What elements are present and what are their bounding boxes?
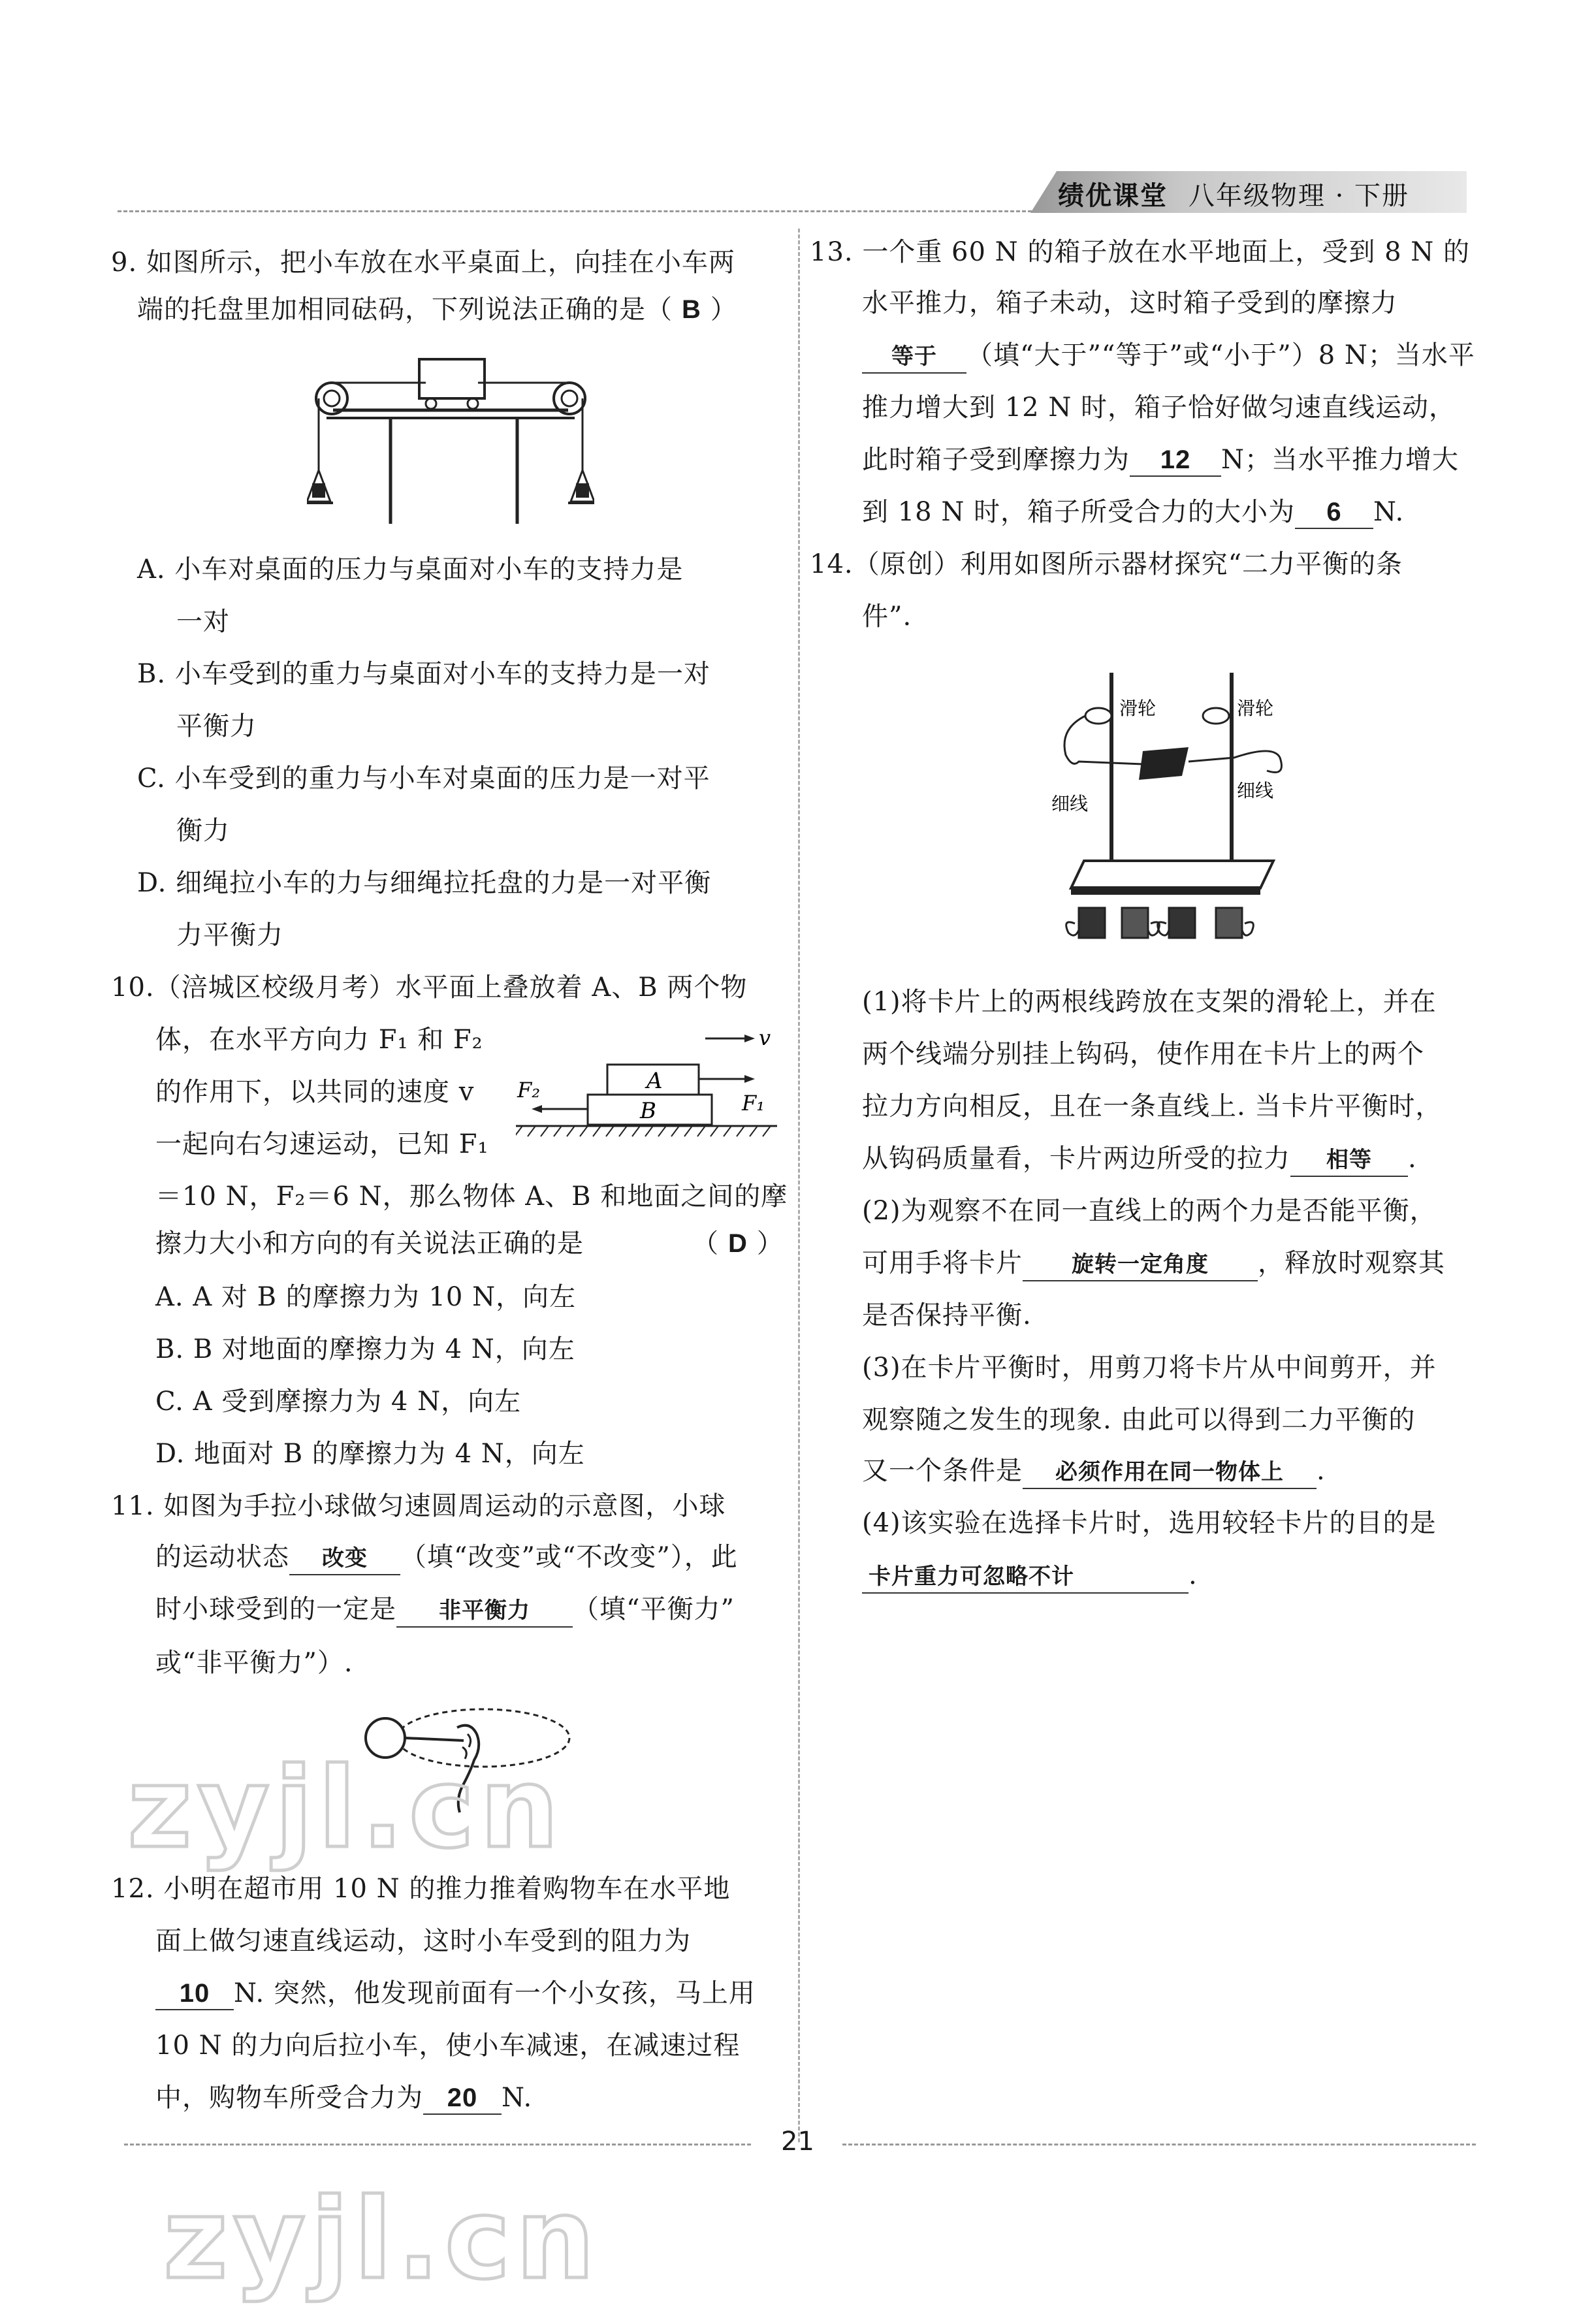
q10-label-b: B xyxy=(640,1098,656,1124)
q14-p4-line2: 卡片重力可忽略不计 . xyxy=(862,1560,1198,1594)
q13-blank2: 12 xyxy=(1130,444,1221,477)
q11-blank2: 非平衡力 xyxy=(396,1595,573,1628)
weights xyxy=(1066,908,1254,938)
q10-label-v: v xyxy=(759,1025,771,1050)
q14-p4-line1: (4)该实验在选择卡片时，选用较轻卡片的目的是 xyxy=(862,1508,1437,1538)
q14-p2-line1: (2)为观察不在同一直线上的两个力是否能平衡， xyxy=(862,1196,1437,1226)
q10-answer: D xyxy=(728,1229,748,1258)
footer-rule-right xyxy=(842,2144,1476,2145)
q9-figure xyxy=(307,353,594,529)
q14-p1-line4: 从钩码质量看，卡片两边所受的拉力 相等 . xyxy=(862,1143,1417,1177)
q10-line1: 10.（涪城区校级月考）水平面上叠放着 A、B 两个物 xyxy=(111,972,748,1003)
q10-label-a: A xyxy=(646,1068,663,1094)
q9-option-c-line1: C. 小车受到的重力与小车对桌面的压力是一对平 xyxy=(137,763,710,794)
q10-line2: 体，在水平方向力 F₁ 和 F₂ xyxy=(155,1025,483,1055)
q9-option-a-line2: 一对 xyxy=(176,607,230,637)
q9-option-c-line2: 衡力 xyxy=(176,816,230,846)
q10-label-f2: F₂ xyxy=(517,1078,541,1102)
q10-label-f1: F₁ xyxy=(742,1091,765,1116)
q11-line1: 11. 如图为手拉小球做匀速圆周运动的示意图，小球 xyxy=(111,1491,726,1521)
q10-answer-box: （ D ） xyxy=(692,1229,784,1259)
watermark-2: zyjl.cn xyxy=(163,2175,600,2304)
q11-line2: 的运动状态 改变 （填“改变”或“不改变”），此 xyxy=(155,1541,738,1575)
q14-blank3: 必须作用在同一物体上 xyxy=(1023,1456,1317,1489)
column-divider xyxy=(798,229,800,2142)
q10-option-a: A. A 对 B 的摩擦力为 10 N，向左 xyxy=(155,1282,577,1312)
q14-p1-line1: (1)将卡片上的两根线跨放在支架的滑轮上，并在 xyxy=(862,987,1437,1017)
watermark-1: zyjl.cn xyxy=(127,1744,564,1873)
q14-line2: 件”. xyxy=(862,602,912,632)
q9-option-b-line2: 平衡力 xyxy=(176,711,257,741)
q9-option-d-line1: D. 细绳拉小车的力与细绳拉托盘的力是一对平衡 xyxy=(137,868,712,898)
footer-rule-left xyxy=(124,2144,751,2145)
q10-line5: ＝10 N，F₂＝6 N，那么物体 A、B 和地面之间的摩 xyxy=(155,1181,788,1212)
q14-p1-line3: 拉力方向相反，且在一条直线上. 当卡片平衡时， xyxy=(862,1091,1443,1121)
q12-line3: 10 N. 突然，他发现前面有一个小女孩，马上用 xyxy=(155,1978,756,2010)
header-title: 绩优课堂 八年级物理 · 下册 xyxy=(1058,181,1410,211)
q14-blank4: 卡片重力可忽略不计 xyxy=(862,1561,1189,1594)
q13-line5: 此时箱子受到摩擦力为 12 N；当水平推力增大 xyxy=(862,444,1459,477)
q14-line1: 14.（原创）利用如图所示器材探究“二力平衡的条 xyxy=(810,549,1403,579)
q12-blank2: 20 xyxy=(423,2082,502,2115)
q13-blank3: 6 xyxy=(1295,496,1373,529)
q13-line2: 水平推力，箱子未动，这时箱子受到的摩擦力 xyxy=(862,288,1397,318)
q14-p3-line2: 观察随之发生的现象. 由此可以得到二力平衡的 xyxy=(862,1405,1416,1435)
q14-p3-line1: (3)在卡片平衡时，用剪刀将卡片从中间剪开，并 xyxy=(862,1353,1437,1383)
q14-blank2: 旋转一定角度 xyxy=(1023,1249,1258,1281)
q9-line1: 9. 如图所示，把小车放在水平桌面上，向挂在小车两 xyxy=(111,248,735,278)
q9-option-b-line1: B. 小车受到的重力与桌面对小车的支持力是一对 xyxy=(137,659,710,689)
page-number: 21 xyxy=(781,2127,814,2157)
q13-line3: 等于 （填“大于”“等于”或“小于”）8 N；当水平 xyxy=(862,340,1475,374)
q12-line5: 中，购物车所受合力为 20 N. xyxy=(155,2082,532,2115)
q14-blank1: 相等 xyxy=(1290,1144,1408,1177)
q12-blank1: 10 xyxy=(155,1978,234,2010)
q11-blank1: 改变 xyxy=(289,1543,400,1575)
q14-p3-line3: 又一个条件是 必须作用在同一物体上 . xyxy=(862,1455,1326,1489)
q14-label-thread-left: 细线 xyxy=(1051,793,1089,814)
q14-label-pulley-left: 滑轮 xyxy=(1119,698,1157,719)
q14-p2-line2: 可用手将卡片 旋转一定角度 ，释放时观察其 xyxy=(862,1247,1445,1281)
q10-line6: 擦力大小和方向的有关说法正确的是 xyxy=(155,1229,584,1259)
q9-option-a-line1: A. 小车对桌面的压力与桌面对小车的支持力是 xyxy=(137,554,684,585)
q11-line3: 时小球受到的一定是 非平衡力 （填“平衡力” xyxy=(155,1594,735,1628)
q12-line2: 面上做匀速直线运动，这时小车受到的阻力为 xyxy=(155,1926,691,1956)
q11-line4: 或“非平衡力”）. xyxy=(155,1648,353,1678)
q10-line3: 的作用下，以共同的速度 v xyxy=(155,1077,475,1107)
q10-option-d: D. 地面对 B 的摩擦力为 4 N，向左 xyxy=(155,1439,585,1469)
q14-p1-line2: 两个线端分别挂上钩码，使作用在卡片上的两个 xyxy=(862,1039,1424,1069)
q14-p2-line3: 是否保持平衡. xyxy=(862,1300,1032,1330)
q9-option-d-line2: 力平衡力 xyxy=(176,920,283,950)
q14-figure xyxy=(1038,660,1326,954)
header-rule xyxy=(118,210,1032,212)
q10-line4: 一起向右匀速运动，已知 F₁ xyxy=(155,1129,489,1159)
q14-label-thread-right: 细线 xyxy=(1237,780,1274,801)
q13-line1: 13. 一个重 60 N 的箱子放在水平地面上，受到 8 N 的 xyxy=(810,237,1470,267)
q12-line4: 10 N 的力向后拉小车，使小车减速，在减速过程 xyxy=(155,2031,741,2061)
q12-line1: 12. 小明在超市用 10 N 的推力推着购物车在水平地 xyxy=(111,1874,731,1904)
q9-line2: 端的托盘里加相同砝码，下列说法正确的是（ B ） xyxy=(137,295,737,325)
q14-label-pulley-right: 滑轮 xyxy=(1237,698,1274,719)
q10-option-b: B. B 对地面的摩擦力为 4 N，向左 xyxy=(155,1334,575,1364)
q13-line4: 推力增大到 12 N 时，箱子恰好做匀速直线运动， xyxy=(862,393,1456,423)
q10-figure xyxy=(516,1025,777,1149)
q13-line6: 到 18 N 时，箱子所受合力的大小为 6 N. xyxy=(862,496,1404,529)
q10-option-c: C. A 受到摩擦力为 4 N，向左 xyxy=(155,1387,522,1417)
q13-blank1: 等于 xyxy=(862,341,966,374)
q9-answer: B xyxy=(682,295,701,324)
